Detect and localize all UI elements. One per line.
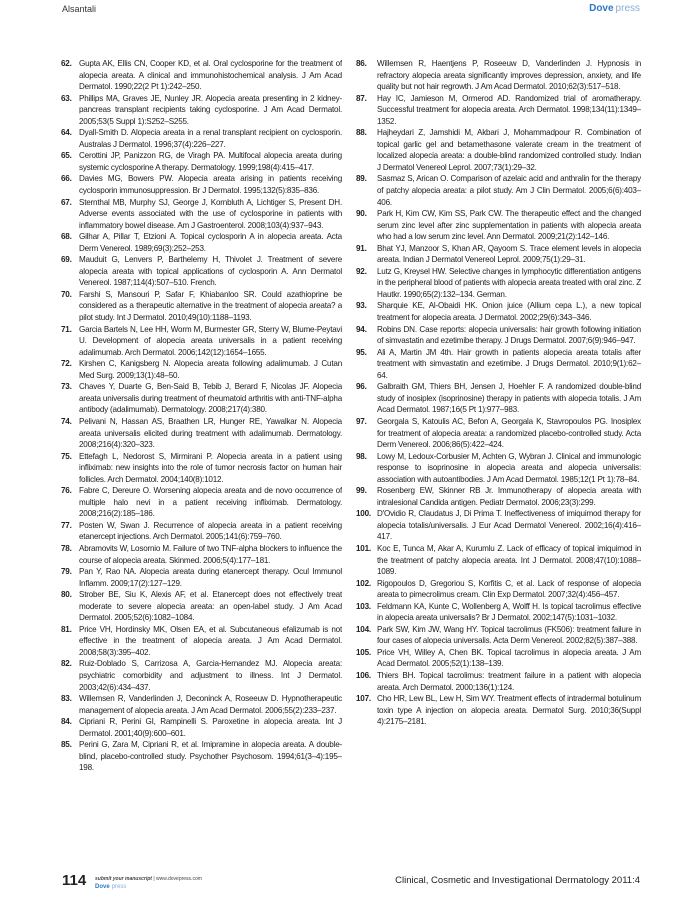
reference-item [61, 173, 342, 196]
reference-number: 96. [356, 382, 367, 392]
reference-item [356, 300, 641, 323]
reference-number: 63. [61, 93, 72, 103]
reference-number: 75. [61, 451, 72, 461]
reference-text: Sasmaz S, Arican O. Comparison of azelaic acid and anthralin for the therapy of patchy alopecia areata: a pilot study. Am J Clin Dermatol. 2005;6(6):403–406. [377, 174, 641, 207]
footer-brand-main: Dove [95, 884, 110, 890]
reference-text: Gupta AK, Ellis CN, Cooper KD, et al. Oral cyclosporine for the treatment of alopecia areata. A clinical and immunohistochemical analysis. J Am Acad Dermatol. 1990;22(2 Pt 1):242–250. [79, 59, 342, 92]
reference-text: Hajheydari Z, Jamshidi M, Akbari J, Mohammadpour R. Combination of topical garlic gel and betamethasone valerate cream in the treatment of localized alopecia areata: a double-blind randomized controlled study. Indian J Dermatol Venereol Leprol. 2007;73(1):29–32. [377, 128, 641, 172]
reference-number: 105. [356, 647, 371, 657]
reference-number: 83. [61, 694, 72, 704]
reference-number: 92. [356, 266, 367, 276]
reference-text: Bhat YJ, Manzoor S, Khan AR, Qayoom S. Trace element levels in alopecia areata. Indian J Dermatol Venereol Leprol. 2009;75(1):29–31. [377, 243, 641, 265]
reference-item [61, 543, 342, 566]
reference-text: Robins DN. Case reports: alopecia universalis: hair growth following initiation of simvastatin and ezetimibe therapy. J Drugs Dermatol. 2007;6(9):946–947. [377, 324, 641, 346]
reference-item [61, 485, 342, 520]
reference-number: 99. [356, 486, 367, 496]
reference-text: Perini G, Zara M, Cipriani R, et al. Imipramine in alopecia areata. A double-blind, placebo-controlled study. Psychother Psychosom. 1994;61(3–4):195–198. [79, 740, 342, 773]
reference-item [356, 647, 641, 670]
reference-number: 69. [61, 255, 72, 265]
reference-number: 80. [61, 590, 72, 600]
running-head-author: Alsantali [62, 4, 97, 14]
references-left-column [61, 58, 342, 774]
reference-number: 102. [356, 578, 371, 588]
reference-number: 79. [61, 567, 72, 577]
reference-text: Gilhar A, Pillar T, Etzioni A. Topical cyclosporin A in alopecia areata. Acta Derm Venereol. 1989;69(3):252–253. [79, 232, 342, 253]
page-number: 114 [62, 872, 87, 889]
reference-item [61, 93, 342, 128]
reference-number: 66. [61, 174, 72, 184]
reference-item [356, 578, 641, 601]
reference-text: Cerottini JP, Panizzon RG, de Viragh PA. Multifocal alopecia areata during systemic cyclosporine A therapy. Dermatology. 1999;198(4):415–417. [79, 151, 342, 172]
reference-item [356, 693, 641, 728]
reference-item [61, 150, 342, 173]
reference-text: Sharquie KE, Al-Obaidi HK. Onion juice (Allium cepa L.), a new topical treatment for alopecia areata. J Dermatol. 2002;29(6):343–346. [377, 301, 641, 323]
reference-item [61, 451, 342, 486]
references-right-column [356, 58, 641, 728]
reference-item [61, 739, 342, 774]
submit-separator: | [153, 876, 155, 882]
reference-number: 100. [356, 509, 371, 519]
reference-text: Dyall-Smith D. Alopecia areata in a renal transplant recipient on cyclosporin. Australas J Dermatol. 1996;37(4):226–227. [79, 128, 342, 149]
reference-number: 101. [356, 543, 371, 553]
reference-text: Feldmann KA, Kunte C, Wollenberg A, Wolff H. Is topical tacrolimus effective in alopecia areata universalis? Br J Dermatol. 2002;147(5):1031–1032. [377, 601, 641, 623]
reference-number: 107. [356, 694, 371, 704]
reference-text: Pan Y, Rao NA. Alopecia areata during etanercept therapy. Ocul Immunol Inflamm. 2009;17(2):127–129. [79, 567, 342, 588]
reference-number: 85. [61, 740, 72, 750]
reference-item [61, 127, 342, 150]
submit-manuscript-link[interactable] [95, 876, 202, 882]
reference-text: Cipriani R, Perini GI, Rampinelli S. Paroxetine in alopecia areata. Int J Dermatol. 2001;40(9):600–601. [79, 717, 342, 738]
reference-text: Lutz G, Kreysel HW. Selective changes in lymphocytic differentiation antigens in the peripheral blood of patients with alopecia areata treated with oral zinc. Z Hautkr. 1990;65(2):132–134. German. [377, 266, 641, 299]
reference-text: Willemsen R, Haentjens P, Roseeuw D, Vanderlinden J. Hypnosis in refractory alopecia areata significantly improves depression, anxiety, and life quality but not hair regrowth. J Am Acad Dermatol. 2010;62(3):517–518. [377, 59, 641, 92]
reference-item [356, 266, 641, 301]
reference-item [356, 601, 641, 624]
reference-number: 106. [356, 670, 371, 680]
reference-number: 84. [61, 717, 72, 727]
reference-text: Park H, Kim CW, Kim SS, Park CW. The therapeutic effect and the changed serum zinc level after zinc supplementation in patients with alopecia areata who had a low serum zinc level. Ann Dermatol. 2009;21(2):142–146. [377, 209, 641, 242]
submit-label: submit your manuscript [95, 876, 152, 882]
reference-number: 64. [61, 128, 72, 138]
reference-number: 77. [61, 520, 72, 530]
reference-text: Ettefagh L, Nedorost S, Mirmirani P. Alopecia areata in a patient using infliximab: new insights into the role of tumor necrosis factor on human hair follicles. Arch Dermatol. 2004;140(8):1012. [79, 451, 342, 484]
reference-text: Park SW, Kim JW, Wang HY. Topical tacrolimus (FK506): treatment failure in four cases of alopecia universalis. Acta Derm Venereol. 2002;82(5):387–388. [377, 624, 641, 646]
reference-item [356, 243, 641, 266]
reference-item [61, 566, 342, 589]
reference-number: 76. [61, 486, 72, 496]
brand-sub: press [615, 3, 640, 14]
reference-item [356, 208, 641, 243]
reference-text: D'Ovidio R, Claudatus J, Di Prima T. Ineffectiveness of imiquimod therapy for alopecia totalis/universalis. J Eur Acad Dermatol Venereol. 2002;16(4):416–417. [377, 509, 641, 542]
reference-text: Price VH, Willey A, Chen BK. Topical tacrolimus in alopecia areata. J Am Acad Dermatol. 2005;52(1):138–139. [377, 647, 641, 669]
footer-dove-press-logo [95, 884, 126, 890]
reference-text: Sternthal MB, Murphy SJ, George J, Kornbluth A, Lichtiger S, Present DH. Adverse events associated with the use of cyclosporine in patients with inflammatory bowel disease. Am J Gastroenterol. 2008;103(4):937–943. [79, 197, 342, 230]
reference-text: Posten W, Swan J. Recurrence of alopecia areata in a patient receiving etanercept injections. Arch Dermatol. 2005;141(6):759–760. [79, 520, 342, 542]
reference-text: Fabre C, Dereure O. Worsening alopecia areata and de novo occurrence of multiple halo nevi in a patient receiving infliximab. Dermatology. 2008;216(2):185–186. [79, 486, 342, 519]
footer-brand-sub: press [111, 884, 127, 890]
reference-text: Chaves Y, Duarte G, Ben-Said B, Tebib J, Berard F, Nicolas JF. Alopecia areata universalis during treatment of rheumatoid arthritis with anti-TNF-alpha antibody (adalimumab). Dermatology. 2008;217(4):380. [79, 382, 342, 415]
reference-item [61, 324, 342, 359]
reference-text: Hay IC, Jamieson M, Ormerod AD. Randomized trial of aromatherapy. Successful treatment for alopecia areata. Arch Dermatol. 1998;134(11):1349–1352. [377, 93, 641, 126]
reference-item [61, 589, 342, 624]
reference-number: 62. [61, 59, 72, 68]
reference-number: 81. [61, 624, 72, 634]
reference-item [61, 520, 342, 543]
reference-item [356, 543, 641, 578]
submit-url[interactable]: www.dovepress.com [156, 876, 202, 882]
reference-item [356, 670, 641, 693]
reference-item [356, 451, 641, 486]
reference-number: 103. [356, 601, 371, 611]
reference-number: 94. [356, 324, 367, 334]
journal-citation: Clinical, Cosmetic and Investigational Dermatology 2011:4 [395, 875, 640, 886]
reference-item [61, 289, 342, 324]
reference-text: Lowy M, Ledoux-Corbusier M, Achten G, Wybran J. Clinical and immunologic response to isoprinosine in alopecia areata and alopecia universalis: association with autoantibodies. J Am Acad Dermatol. 1985;12(1 Pt 1):78–84. [377, 451, 641, 484]
reference-item [61, 416, 342, 451]
reference-text: Galbraith GM, Thiers BH, Jensen J, Hoehler F. A randomized double-blind study of inosiplex (isoprinosine) therapy in patients with alopecia totalis. J Am Acad Dermatol. 1987;16(5 Pt 1):977–983. [377, 382, 641, 415]
reference-item [61, 231, 342, 254]
reference-item [356, 324, 641, 347]
reference-number: 88. [356, 128, 367, 138]
reference-text: Rigopoulos D, Gregoriou S, Korfitis C, et al. Lack of response of alopecia areata to pimecrolimus cream. Clin Exp Dermatol. 2007;32(4):456–457. [377, 578, 641, 600]
reference-item [61, 381, 342, 416]
reference-text: Ruiz-Doblado S, Carrizosa A, Garcia-Hernandez MJ. Alopecia areata: psychiatric comorbidity and adjustment to illness. Int J Dermatol. 2003;42(6):434–437. [79, 659, 342, 692]
reference-number: 72. [61, 359, 72, 369]
reference-item [356, 58, 641, 93]
reference-number: 89. [356, 174, 367, 184]
reference-text: Davies MG, Bowers PW. Alopecia areata arising in patients receiving cyclosporin immunosuppression. Br J Dermatol. 1995;132(5):835–836. [79, 174, 342, 196]
brand-main: Dove [589, 3, 614, 14]
reference-item [356, 416, 641, 451]
reference-item [61, 716, 342, 739]
reference-text: Kirshen C, Kanigsberg N. Alopecia areata following adalimumab. J Cutan Med Surg. 2009;13(1):48–50. [79, 359, 342, 380]
reference-number: 65. [61, 151, 72, 161]
reference-item [356, 93, 641, 128]
reference-item [61, 58, 342, 93]
reference-text: Mauduit G, Lenvers P, Barthelemy H, Thivolet J. Treatment of severe alopecia areata with topical applications of cyclosporin A. Ann Dermatol Venereol. 1987;114(4):507–510. French. [79, 255, 342, 288]
reference-text: Price VH, Hordinsky MK, Olsen EA, et al. Subcutaneous efalizumab is not effective in the treatment of alopecia areata. J Am Acad Dermatol. 2008;58(3):395–402. [79, 624, 342, 657]
reference-number: 91. [356, 243, 367, 253]
reference-text: Strober BE, Siu K, Alexis AF, et al. Etanercept does not effectively treat moderate to severe alopecia areata: an open-label study. J Am Acad Dermatol. 2005;52(6):1082–1084. [79, 590, 342, 623]
reference-number: 68. [61, 232, 72, 242]
reference-number: 87. [356, 93, 367, 103]
reference-text: Abramovits W, Losornio M. Failure of two TNF-alpha blockers to influence the course of alopecia areata. Skinmed. 2006;5(4):177–181. [79, 543, 342, 565]
reference-text: Willemsen R, Vanderlinden J, Deconinck A, Roseeuw D. Hypnotherapeutic management of alopecia areata. J Am Acad Dermatol. 2006;55(2):233–237. [79, 694, 342, 715]
reference-number: 98. [356, 451, 367, 461]
reference-number: 104. [356, 624, 371, 634]
reference-number: 71. [61, 324, 72, 334]
reference-number: 67. [61, 197, 72, 207]
reference-text: Pelivani N, Hassan AS, Braathen LR, Hunger RE, Yawalkar N. Alopecia areata universalis elicited during treatment with adalimumab. Dermatology. 2008;216(4):320–323. [79, 416, 342, 450]
reference-item [61, 358, 342, 381]
reference-number: 78. [61, 543, 72, 553]
reference-text: Cho HR, Lew BL, Lew H, Sim WY. Treatment effects of intradermal botulinum toxin type A injection on alopecia areata. Dermatol Surg. 2010;36(Suppl 4):2175–2181. [377, 694, 641, 727]
reference-number: 97. [356, 416, 367, 426]
reference-text: Phillips MA, Graves JE, Nunley JR. Alopecia areata presenting in 2 kidney-pancreas transplant recipients taking cyclosporine. J Am Acad Dermatol. 2005;53(5 Suppl 1):S252–S255. [79, 93, 342, 126]
reference-number: 90. [356, 209, 367, 219]
reference-number: 82. [61, 659, 72, 669]
reference-item [356, 347, 641, 382]
reference-item [356, 381, 641, 416]
reference-text: Rosenberg EW, Skinner RB Jr. Immunotherapy of alopecia areata with intralesional Candida antigen. Pediatr Dermatol. 2006;23(3):299. [377, 486, 641, 507]
reference-number: 93. [356, 301, 367, 311]
reference-text: Farshi S, Mansouri P, Safar F, Khiabanloo SR. Could azathioprine be considered as a therapeutic alternative in the treatment of alopecia areata? a pilot study. Int J Dermatol. 2010;49(10):1188–1193. [79, 289, 342, 323]
reference-number: 95. [356, 347, 367, 357]
reference-item [61, 658, 342, 693]
reference-number: 74. [61, 416, 72, 426]
reference-item [356, 173, 641, 208]
reference-number: 73. [61, 382, 72, 392]
reference-item [356, 485, 641, 508]
reference-text: Ali A, Martin JM 4th. Hair growth in patients alopecia areata totalis after treatment with simvastatin and ezetimibe. J Drugs Dermatol. 2010;9(1):62–64. [377, 347, 641, 380]
reference-text: Garcia Bartels N, Lee HH, Worm M, Burmester GR, Sterry W, Blume-Peytavi U. Development of alopecia areata universalis in a patient receiving adalimumab. Arch Dermatol. 2006;142(12):1654–1655. [79, 324, 342, 357]
reference-item [61, 693, 342, 716]
reference-number: 86. [356, 59, 367, 68]
reference-text: Georgala S, Katoulis AC, Befon A, Georgala K, Stavropoulos PG. Inosiplex for treatment of alopecia areata: a randomized placebo-controlled study. Acta Derm Venereol. 2006;86(5):422–424. [377, 416, 641, 450]
reference-item [61, 624, 342, 659]
reference-item [61, 254, 342, 289]
reference-text: Koc E, Tunca M, Akar A, Kurumlu Z. Lack of efficacy of topical imiquimod in the treatment of patchy alopecia areata. Int J Dermatol. 2008;47(10):1088–1089. [377, 543, 641, 577]
dove-press-logo [589, 3, 640, 14]
reference-item [61, 197, 342, 232]
reference-item [356, 127, 641, 173]
reference-text: Thiers BH. Topical tacrolimus: treatment failure in a patient with alopecia areata. Arch Dermatol. 2000;136(1):124. [377, 670, 641, 692]
reference-number: 70. [61, 289, 72, 299]
reference-item [356, 508, 641, 543]
reference-item [356, 624, 641, 647]
